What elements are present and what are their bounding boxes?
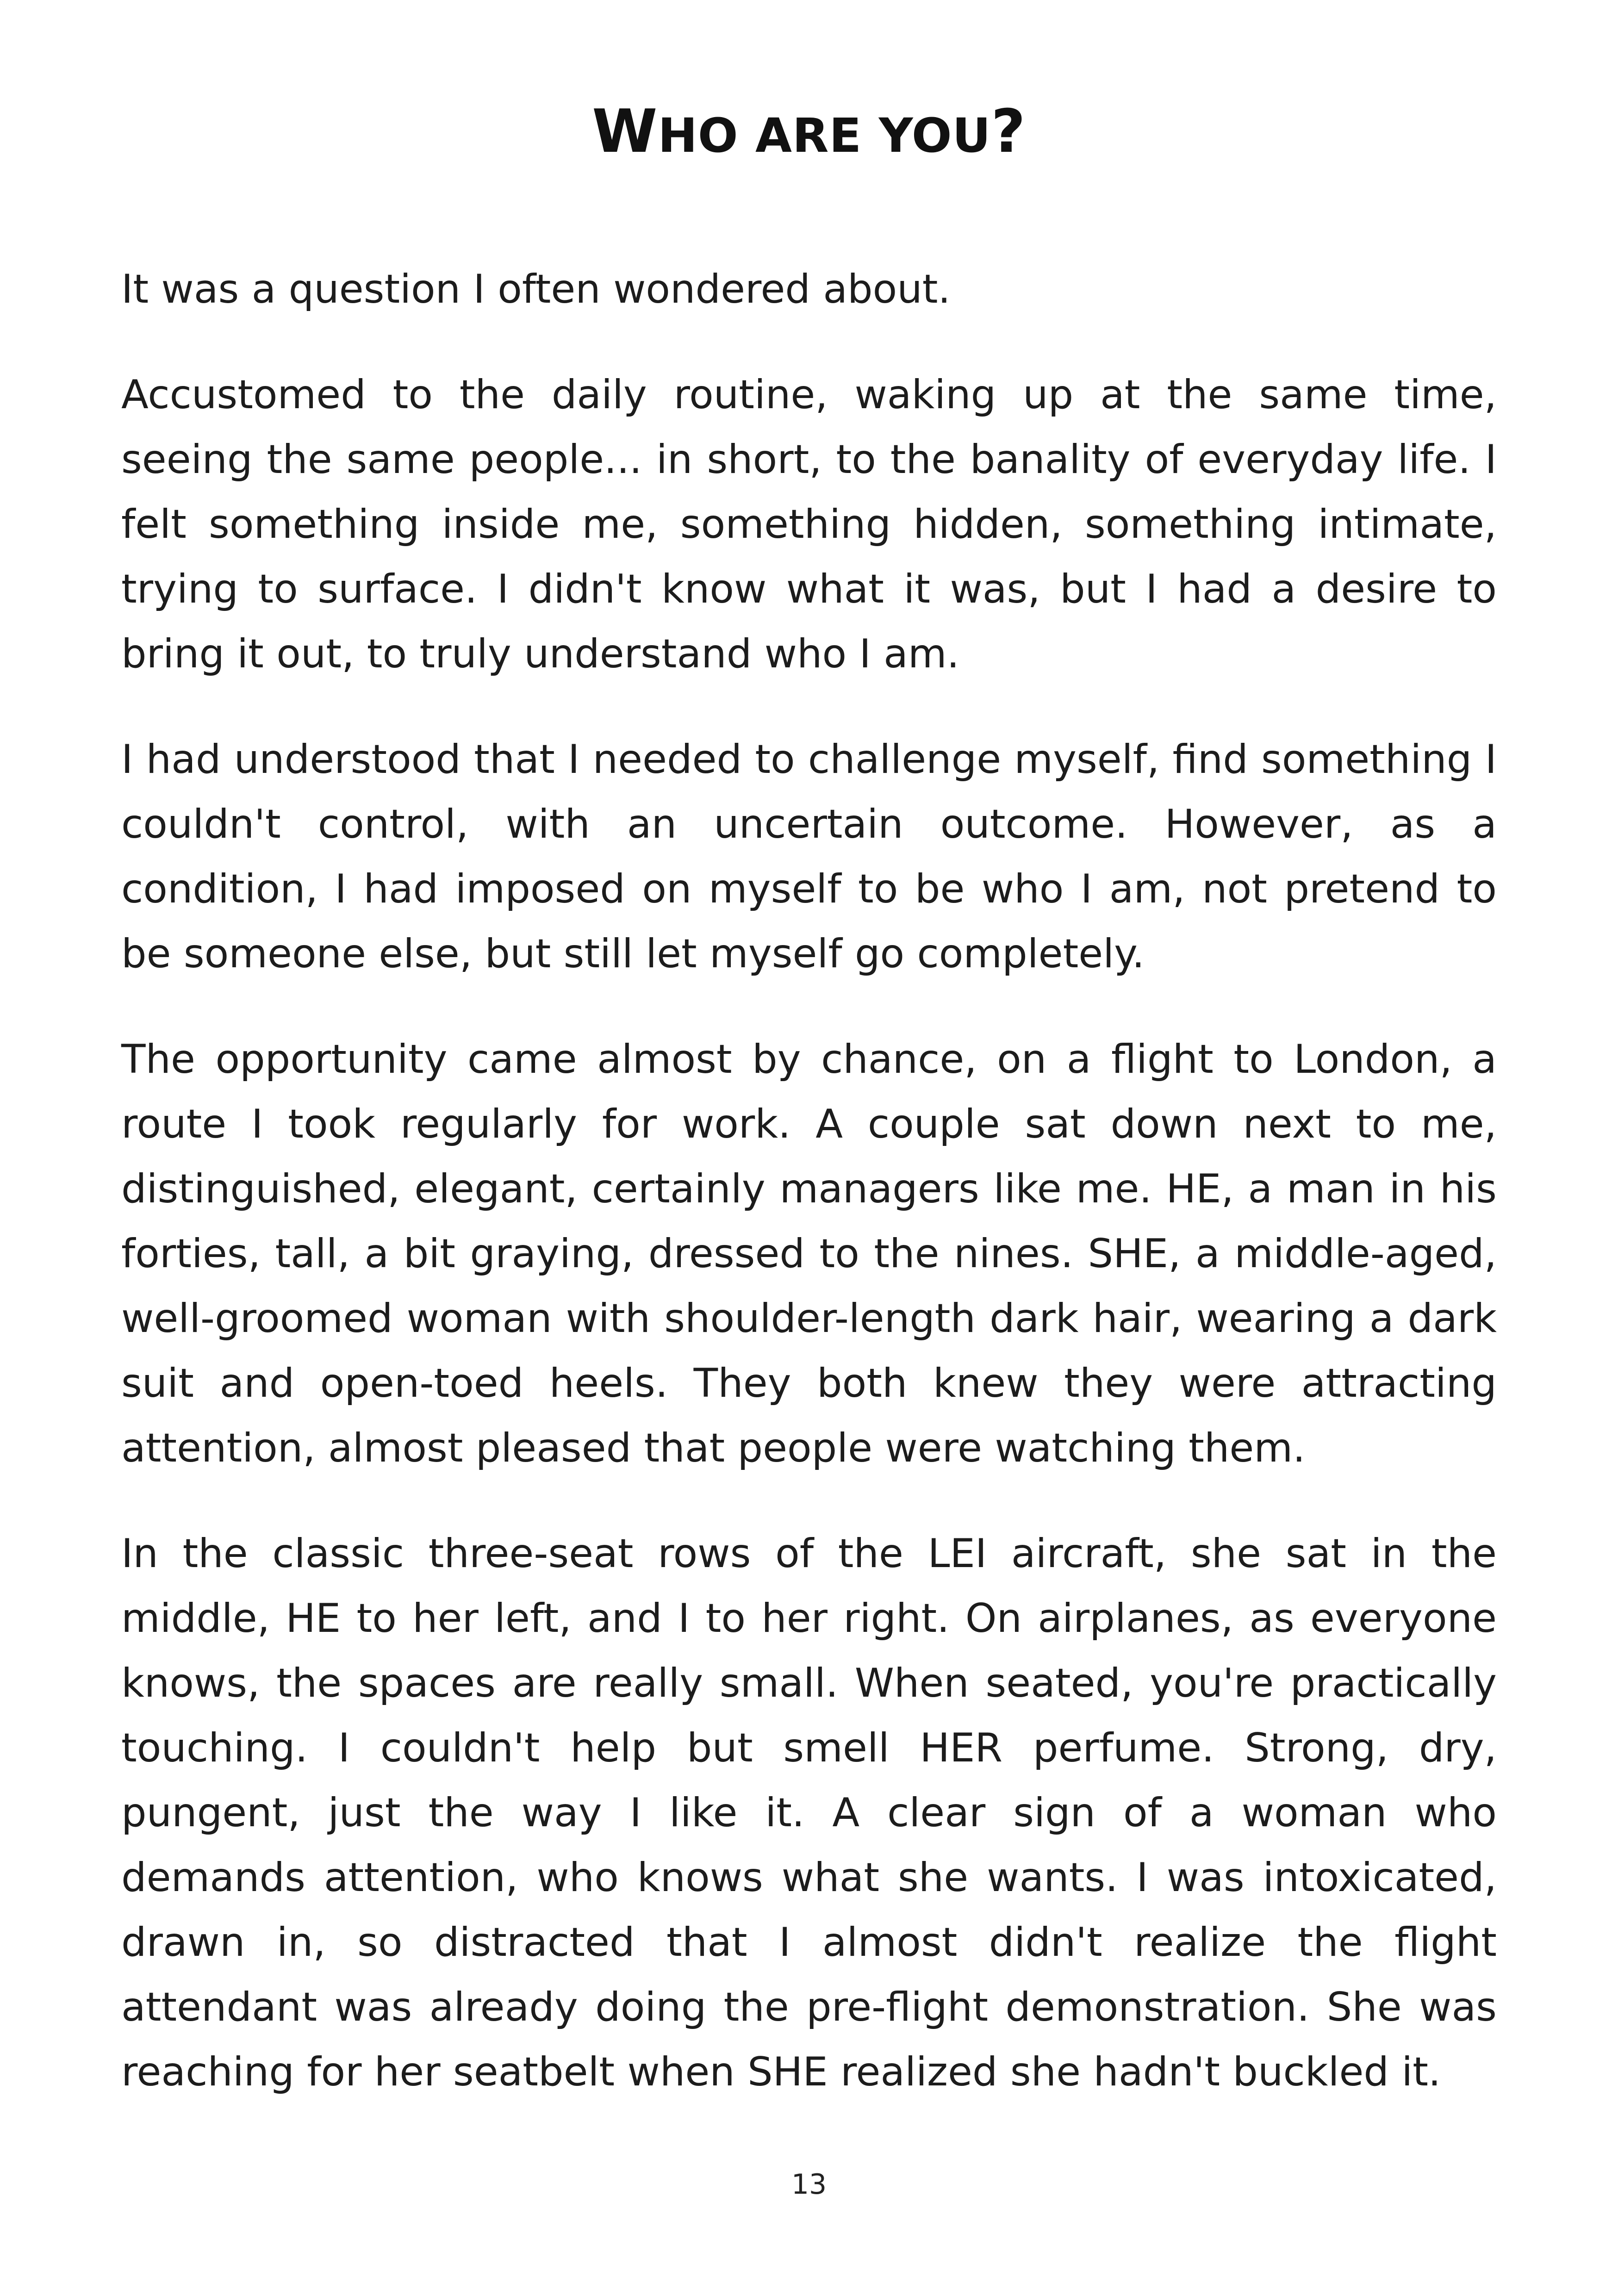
chapter-title-mark: ? xyxy=(991,97,1026,166)
page-number: 13 xyxy=(791,2168,827,2201)
chapter-title-initial: W xyxy=(592,97,658,166)
chapter-title-rest: HO ARE YOU xyxy=(658,108,991,163)
chapter-body xyxy=(121,257,1497,2145)
paragraph-4: The opportunity came almost by chance, on a flight to London, a route I took regularly for work. A couple sat down next to me, distinguished, elegant, certainly managers like me. HE, a man in his forties, tall, a bit graying, dressed to the nines. SHE, a middle-aged, well-groomed woman with shoulder-length dark hair, wearing a dark suit and open-toed heels. They both knew they were attracting attention, almost pleased that people were watching them. xyxy=(121,1036,1497,1471)
paragraph-1: It was a question I often wondered about. xyxy=(121,266,951,312)
paragraph-5: In the classic three-seat rows of the LEI aircraft, she sat in the middle, HE to her left, and I to her right. On airplanes, as everyone knows, the spaces are really small. When seated, you're practically touching. I couldn't help but smell HER perfume. Strong, dry, pungent, just the way I like it. A clear sign of a woman who demands attention, who knows what she wants. I was intoxicated, drawn in, so distracted that I almost didn't realize the flight attendant was already doing the pre-flight demonstration. She was reaching for her seatbelt when SHE realized she hadn't buckled it. xyxy=(121,1531,1497,2095)
chapter-title xyxy=(0,95,1618,173)
paragraph-2: Accustomed to the daily routine, waking up at the same time, seeing the same people... in short, to the banality of everyday life. I felt something inside me, something hidden, something intimate, trying to surface. I didn't know what it was, but I had a desire to bring it out, to truly understand who I am. xyxy=(121,372,1497,677)
paragraph-3: I had understood that I needed to challenge myself, find something I couldn't control, with an uncertain outcome. However, as a condition, I had imposed on myself to be who I am, not pretend to be someone else, but still let myself go completely. xyxy=(121,736,1497,977)
